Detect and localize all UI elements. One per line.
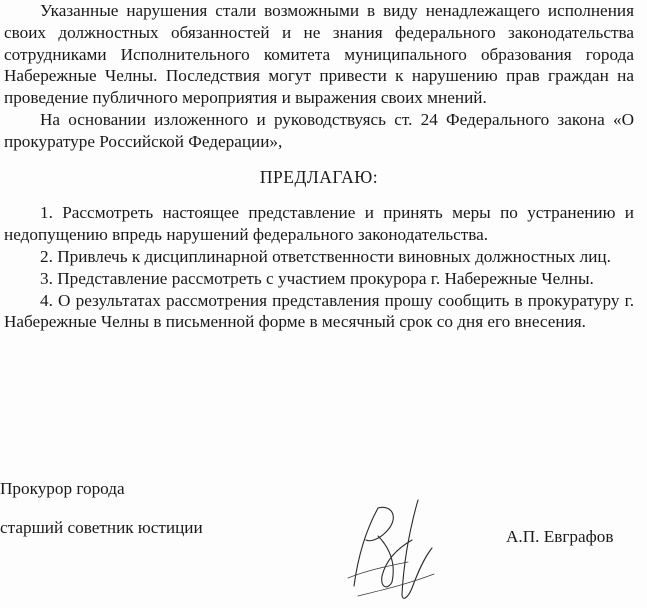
list-item-3: 3. Представление рассмотреть с участием прокурора г. Набережные Челны.	[40, 268, 594, 288]
list-item-1: 1. Рассмотреть настоящее представление и принять меры по устранению и недопущению впредь нарушений федерального законодательства.	[4, 203, 634, 245]
paragraph-legal-basis: На основании изложенного и руководствуясь ст. 24 Федерального закона «О прокуратуре Российской Федерации»,	[4, 109, 634, 151]
document-body	[4, 0, 634, 333]
signatory-position: Прокурор города	[0, 479, 125, 498]
list-item-4: 4. О результатах рассмотрения представления прошу сообщить в прокуратуру г. Набережные Челны в письменной форме в месячный срок со дня его внесения.	[4, 290, 634, 332]
handwritten-signature-icon	[338, 478, 468, 608]
section-heading: ПРЕДЛАГАЮ:	[259, 166, 379, 187]
paragraph-violations: Указанные нарушения стали возможными в виду ненадлежащего исполнения своих должностных обязанностей и не знания федерального законодательства сотрудниками Исполнительного комитета муниципального образования города Набережные Челны. Последствия могут привести к нарушению прав граждан на проведение публичного мероприятия и выражения своих мнений.	[4, 1, 634, 108]
signatory-rank: старший советник юстиции	[0, 518, 203, 537]
signatory-name: А.П. Евграфов	[506, 527, 614, 546]
list-item-2: 2. Привлечь к дисциплинарной ответственности виновных должностных лиц.	[40, 246, 611, 266]
